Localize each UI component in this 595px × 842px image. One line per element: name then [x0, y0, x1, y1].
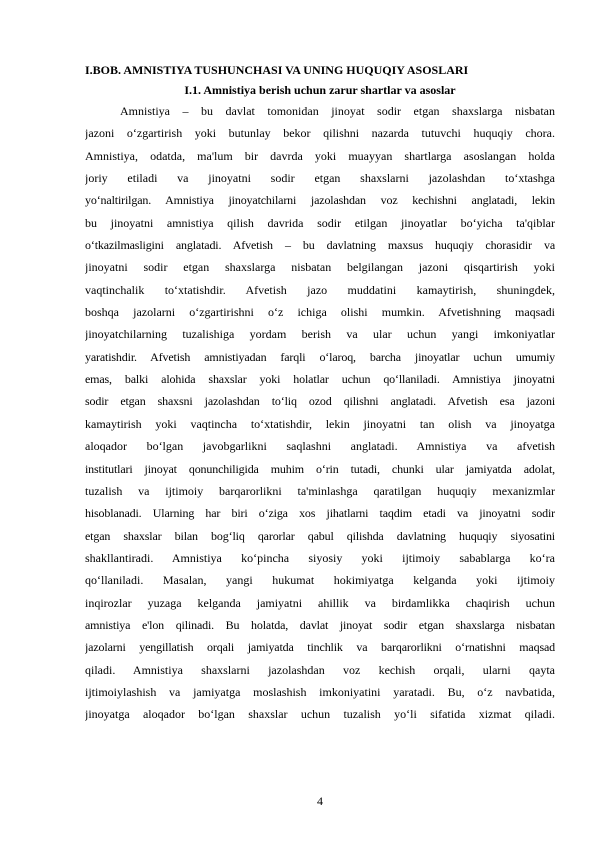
text-line: inqirozlar yuzaga kelganda jamiyatni ahillik va birdamlikka chaqirish uchun — [85, 595, 555, 610]
text-line: qo‘llaniladi. Masalan, yangi hukumat hokimiyatga kelganda yoki ijtimoiy — [85, 573, 555, 588]
text-line: bu jinoyatni amnistiya qilish davrida sodir etilgan jinoyatlar bo‘yicha ta'qiblar — [85, 215, 555, 230]
text-line: institutlari jinoyat qonunchiligida muhim o‘rin tutadi, chunki ular jamiyatda adolat, — [85, 461, 555, 476]
body-paragraph — [85, 100, 555, 726]
text-line: joriy etiladi va jinoyatni sodir etgan shaxslarni jazolashdan to‘xtashga — [85, 171, 555, 186]
text-line: sodir etgan shaxsni jazolashdan to‘liq ozod qilishni anglatadi. Afvetish esa jazoni — [85, 394, 555, 409]
text-line: ijtimoiylashish va jamiyatga moslashish imkoniyatini yaratadi. Bu, o‘z navbatida, — [85, 684, 555, 699]
text-line: jinoyatchilarning tuzalishiga yordam berish va ular uchun yangi imkoniyatlar — [85, 327, 555, 342]
text-line: Amnistiya – bu davlat tomonidan jinoyat sodir etgan shaxslarga nisbatan — [120, 104, 555, 118]
text-line: emas, balki alohida shaxslar yoki holatlar uchun qo‘llaniladi. Amnistiya jinoyatni — [85, 372, 555, 387]
page-number: 4 — [317, 794, 323, 808]
text-line: tuzalish va ijtimoiy barqarorlikni ta'minlashga qaratilgan huquqiy mexanizmlar — [85, 483, 555, 498]
text-line: amnistiya e'lon qilinadi. Bu holatda, davlat jinoyat sodir etgan shaxslarga nisbatan — [85, 617, 555, 632]
text-line: vaqtinchalik to‘xtatishdir. Afvetish jazo muddatini kamaytirish, shuningdek, — [85, 282, 555, 297]
text-line: yaratishdir. Afvetish amnistiyadan farqli o‘laroq, barcha jinoyatlar uchun umumiy — [85, 349, 555, 364]
text-line: jinoyatga aloqador bo‘lgan shaxslar uchun tuzalish yo‘li sifatida xizmat qiladi. — [85, 707, 555, 722]
text-line: etgan shaxslar bilan bog‘liq qarorlar qabul qilishda davlatning huquqiy siyosatini — [85, 528, 555, 543]
text-line: o‘tkazilmasligini anglatadi. Afvetish – bu davlatning maxsus huquqiy chorasidir va — [85, 238, 555, 253]
text-line: qiladi. Amnistiya shaxslarni jazolashdan voz kechish orqali, ularni qayta — [85, 662, 555, 677]
text-line: jinoyatni sodir etgan shaxslarga nisbatan belgilangan jazoni qisqartirish yoki — [85, 260, 555, 275]
text-line: yo‘naltirilgan. Amnistiya jinoyatchilarni jazolashdan voz kechishni anglatadi, lekin — [85, 193, 555, 208]
text-line: kamaytirish yoki vaqtincha to‘xtatishdir, lekin jinoyatni tan olish va jinoyatga — [85, 416, 555, 431]
text-line: jazoni o‘zgartirish yoki butunlay bekor qilishni nazarda tutuvchi huquqiy chora. — [85, 126, 555, 141]
chapter-heading: I.BOB. AMNISTIYA TUSHUNCHASI VA UNING HUQUQIY ASOSLARI — [85, 63, 469, 77]
text-line: hisoblanadi. Ularning har biri o‘ziga xos jihatlarni taqdim etadi va jinoyatni sodir — [85, 506, 555, 521]
text-line: shakllantiradi. Amnistiya ko‘pincha siyosiy yoki ijtimoiy sabablarga ko‘ra — [85, 550, 555, 565]
text-line: jazolarni yengillatish orqali jamiyatda tinchlik va barqarorlikni o‘rnatishni maqsad — [85, 640, 555, 655]
text-line: Amnistiya, odatda, ma'lum bir davrda yoki muayyan shartlarga asoslangan holda — [85, 148, 555, 163]
text-line: aloqador bo‘lgan javobgarlikni saqlashni anglatadi. Amnistiya va afvetish — [85, 439, 555, 454]
section-heading: I.1. Amnistiya berish uchun zarur shartlar va asoslar — [184, 83, 456, 97]
text-line: boshqa jazolarni o‘zgartirishni o‘z ichiga olishi mumkin. Afvetishning maqsadi — [85, 305, 555, 320]
